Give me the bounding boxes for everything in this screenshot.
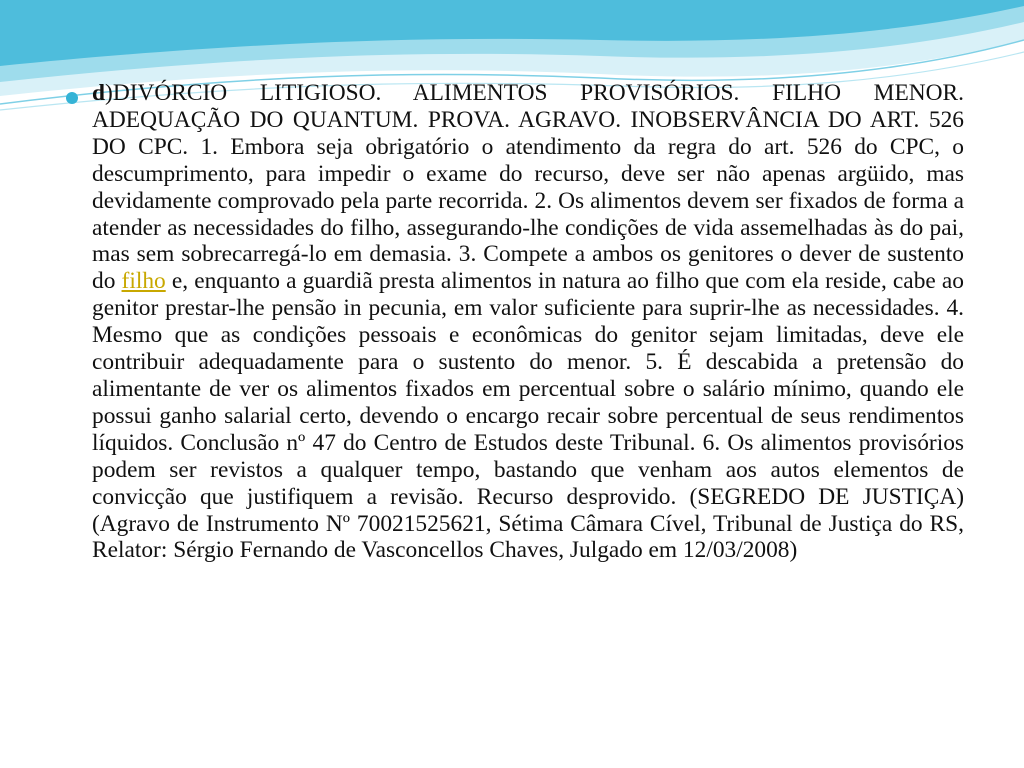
lead-letter: d	[92, 80, 106, 106]
text-before-link: DIVÓRCIO LITIGIOSO. ALIMENTOS PROVISÓRIOS. FILHO MENOR. ADEQUAÇÃO DO QUANTUM. PROVA. AGRAVO. INOBSERVÂNCIA DO ART. 526 DO CPC. 1. Embora seja obrigatório o atendimento da regra do art. 526 do CPC, o descumprimento, para impedir o exame do recurso, deve ser não apenas argüido, mas devidamente comprovado pela parte recorrida. 2. Os alimentos devem ser fixados de forma a atender as necessidades do filho, assegurando-lhe condições de vida assemelhadas às do pai, mas sem sobrecarregá-lo em demasia. 3. Compete a ambos os genitores o dever de sustento do	[92, 80, 964, 295]
content-area	[66, 80, 964, 564]
lead-paren: )	[105, 80, 113, 106]
paragraph-text	[92, 80, 964, 564]
filho-link[interactable]: filho	[121, 268, 166, 295]
bullet-dot-icon	[66, 92, 78, 104]
text-after-link: e, enquanto a guardiã presta alimentos in natura ao filho que com ela reside, cabe ao genitor prestar-lhe pensão in pecunia, em valor suficiente para suprir-lhe as necessidades. 4. Mesmo que as condições pessoais e econômicas do genitor sejam limitadas, deve ele contribuir adequadamente para o sustento do menor. 5. É descabida a pretensão do alimentante de ver os alimentos fixados em percentual sobre o salário mínimo, quando ele possui ganho salarial certo, devendo o encargo recair sobre percentual de seus rendimentos líquidos. Conclusão nº 47 do Centro de Estudos deste Tribunal. 6. Os alimentos provisórios podem ser revistos a qualquer tempo, bastando que venham aos autos elementos de convicção que justifiquem a revisão. Recurso desprovido. (SEGREDO DE JUSTIÇA) (Agravo de Instrumento Nº 70021525621, Sétima Câmara Cível, Tribunal de Justiça do RS, Relator: Sérgio Fernando de Vasconcellos Chaves, Julgado em 12/03/2008)	[92, 268, 964, 564]
bullet-item	[66, 80, 964, 564]
